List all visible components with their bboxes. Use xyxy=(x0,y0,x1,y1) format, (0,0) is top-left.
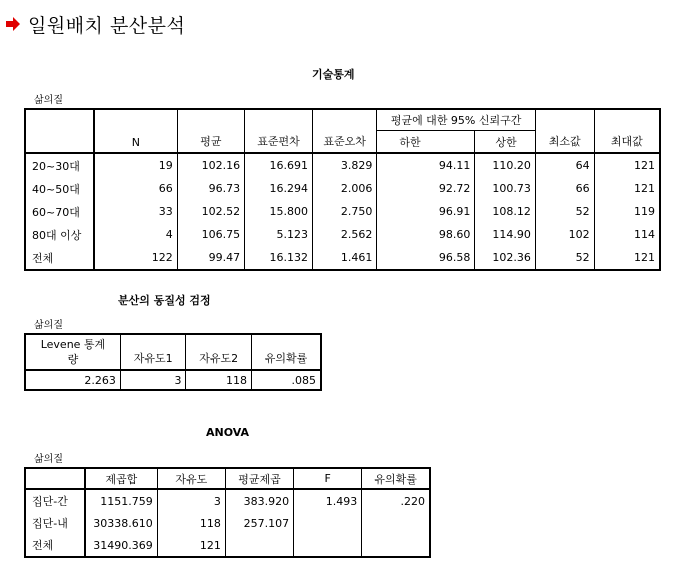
cell-sd: 5.123 xyxy=(245,223,313,246)
cell-lower: 98.60 xyxy=(377,223,475,246)
cell-sig xyxy=(362,512,430,534)
levene-header-row xyxy=(25,334,321,370)
cell-ms xyxy=(225,534,293,557)
header-se: 표준오차 xyxy=(313,109,377,153)
header-sd: 표준편차 xyxy=(245,109,313,153)
header-mean: 평균 xyxy=(177,109,244,153)
cell-ss: 1151.759 xyxy=(85,489,157,512)
descriptive-table xyxy=(24,108,661,271)
table-row xyxy=(25,177,660,200)
arrow-right-icon xyxy=(6,17,20,31)
cell-df: 3 xyxy=(157,489,225,512)
cell-se: 1.461 xyxy=(313,246,377,270)
descriptive-variable-label: 삶의질 xyxy=(34,95,63,106)
cell-mean: 99.47 xyxy=(177,246,244,270)
cell-se: 2.562 xyxy=(313,223,377,246)
cell-upper: 114.90 xyxy=(475,223,535,246)
header-upper: 상한 xyxy=(475,131,535,154)
cell-max: 119 xyxy=(634,205,655,218)
cell-sd: 16.294 xyxy=(245,177,313,200)
cell-ms: 383.920 xyxy=(225,489,293,512)
descriptive-caption: 기술통계 xyxy=(312,68,355,81)
cell-lower: 94.11 xyxy=(377,153,475,177)
levene-caption: 분산의 동질성 검정 xyxy=(118,294,211,307)
row-group-label: 80대 이상 xyxy=(25,223,94,246)
cell-mean: 102.52 xyxy=(177,200,244,223)
cell-lower: 96.58 xyxy=(377,246,475,270)
levene-variable-label: 삶의질 xyxy=(34,320,63,331)
cell-ss: 31490.369 xyxy=(85,534,157,557)
table-row xyxy=(25,512,430,534)
anova-header-empty xyxy=(25,468,85,489)
header-empty-cell xyxy=(25,109,94,153)
table-row xyxy=(25,246,660,270)
cell-max: 114 xyxy=(634,228,655,241)
cell-se: 3.829 xyxy=(313,153,377,177)
anova-header-sig: 유의확률 xyxy=(362,468,430,489)
table-row xyxy=(25,200,660,223)
cell-f xyxy=(294,512,362,534)
cell-n: 19 xyxy=(94,153,177,177)
row-source-label: 전체 xyxy=(25,534,85,557)
levene-header-stat xyxy=(25,334,120,370)
row-source-label: 집단-간 xyxy=(25,489,85,512)
cell-lower: 96.91 xyxy=(377,200,475,223)
cell-mean: 106.75 xyxy=(177,223,244,246)
anova-header-f: F xyxy=(294,468,362,489)
cell-n: 4 xyxy=(94,223,177,246)
cell-max: 121 xyxy=(634,182,655,195)
page-heading xyxy=(6,10,185,38)
levene-header-df2: 자유도2 xyxy=(186,334,252,370)
levene-df1: 3 xyxy=(120,370,186,390)
levene-header-sig: 유의확률 xyxy=(251,334,321,370)
anova-header-df: 자유도 xyxy=(157,468,225,489)
cell-mean: 96.73 xyxy=(177,177,244,200)
levene-df2: 118 xyxy=(186,370,252,390)
cell-min: 64 xyxy=(535,153,594,177)
header-min: 최소값 xyxy=(535,109,594,153)
anova-caption: ANOVA xyxy=(206,426,250,439)
row-source-label: 집단-내 xyxy=(25,512,85,534)
levene-sig: .085 xyxy=(291,373,316,387)
cell-upper: 100.73 xyxy=(475,177,535,200)
row-group-label: 60~70대 xyxy=(25,200,94,223)
cell-min: 52 xyxy=(535,246,594,270)
header-max: 최대값 xyxy=(594,109,660,153)
levene-header-stat-line2: 량 xyxy=(67,353,79,366)
table-row xyxy=(25,153,660,177)
row-group-label: 40~50대 xyxy=(25,177,94,200)
cell-n: 66 xyxy=(94,177,177,200)
cell-upper: 108.12 xyxy=(475,200,535,223)
anova-table xyxy=(24,467,431,558)
cell-sd: 15.800 xyxy=(245,200,313,223)
cell-max: 121 xyxy=(634,251,655,264)
cell-min: 102 xyxy=(535,223,594,246)
cell-min: 52 xyxy=(535,200,594,223)
header-lower: 하한 xyxy=(377,131,475,154)
cell-upper: 102.36 xyxy=(475,246,535,270)
cell-df: 121 xyxy=(157,534,225,557)
cell-f xyxy=(294,534,362,557)
levene-table xyxy=(24,333,322,391)
cell-mean: 102.16 xyxy=(177,153,244,177)
levene-stat: 2.263 xyxy=(25,370,120,390)
descriptive-header-row xyxy=(25,109,660,131)
table-row xyxy=(25,534,430,557)
cell-f: 1.493 xyxy=(294,489,362,512)
table-row xyxy=(25,223,660,246)
header-ci: 평균에 대한 95% 신뢰구간 xyxy=(377,109,536,131)
cell-se: 2.006 xyxy=(313,177,377,200)
levene-data-row xyxy=(25,370,321,390)
cell-ss: 30338.610 xyxy=(85,512,157,534)
cell-sig: .220 xyxy=(400,494,425,508)
cell-max: 121 xyxy=(634,159,655,172)
levene-header-df1: 자유도1 xyxy=(120,334,186,370)
cell-ms: 257.107 xyxy=(225,512,293,534)
anova-variable-label: 삶의질 xyxy=(34,454,63,465)
cell-se: 2.750 xyxy=(313,200,377,223)
anova-header-ms: 평균제곱 xyxy=(225,468,293,489)
cell-upper: 110.20 xyxy=(475,153,535,177)
row-group-label: 20~30대 xyxy=(25,153,94,177)
cell-min: 66 xyxy=(535,177,594,200)
cell-lower: 92.72 xyxy=(377,177,475,200)
cell-sd: 16.132 xyxy=(245,246,313,270)
cell-sig xyxy=(362,534,430,557)
table-row xyxy=(25,489,430,512)
anova-header-row xyxy=(25,468,430,489)
cell-n: 122 xyxy=(94,246,177,270)
page-title: 일원배치 분산분석 xyxy=(28,14,186,37)
anova-header-ss: 제곱합 xyxy=(85,468,157,489)
row-group-label: 전체 xyxy=(25,246,94,270)
cell-df: 118 xyxy=(157,512,225,534)
levene-header-stat-line1: Levene 통계 xyxy=(40,338,106,351)
cell-sd: 16.691 xyxy=(245,153,313,177)
cell-n: 33 xyxy=(94,200,177,223)
header-n: N xyxy=(94,109,177,153)
